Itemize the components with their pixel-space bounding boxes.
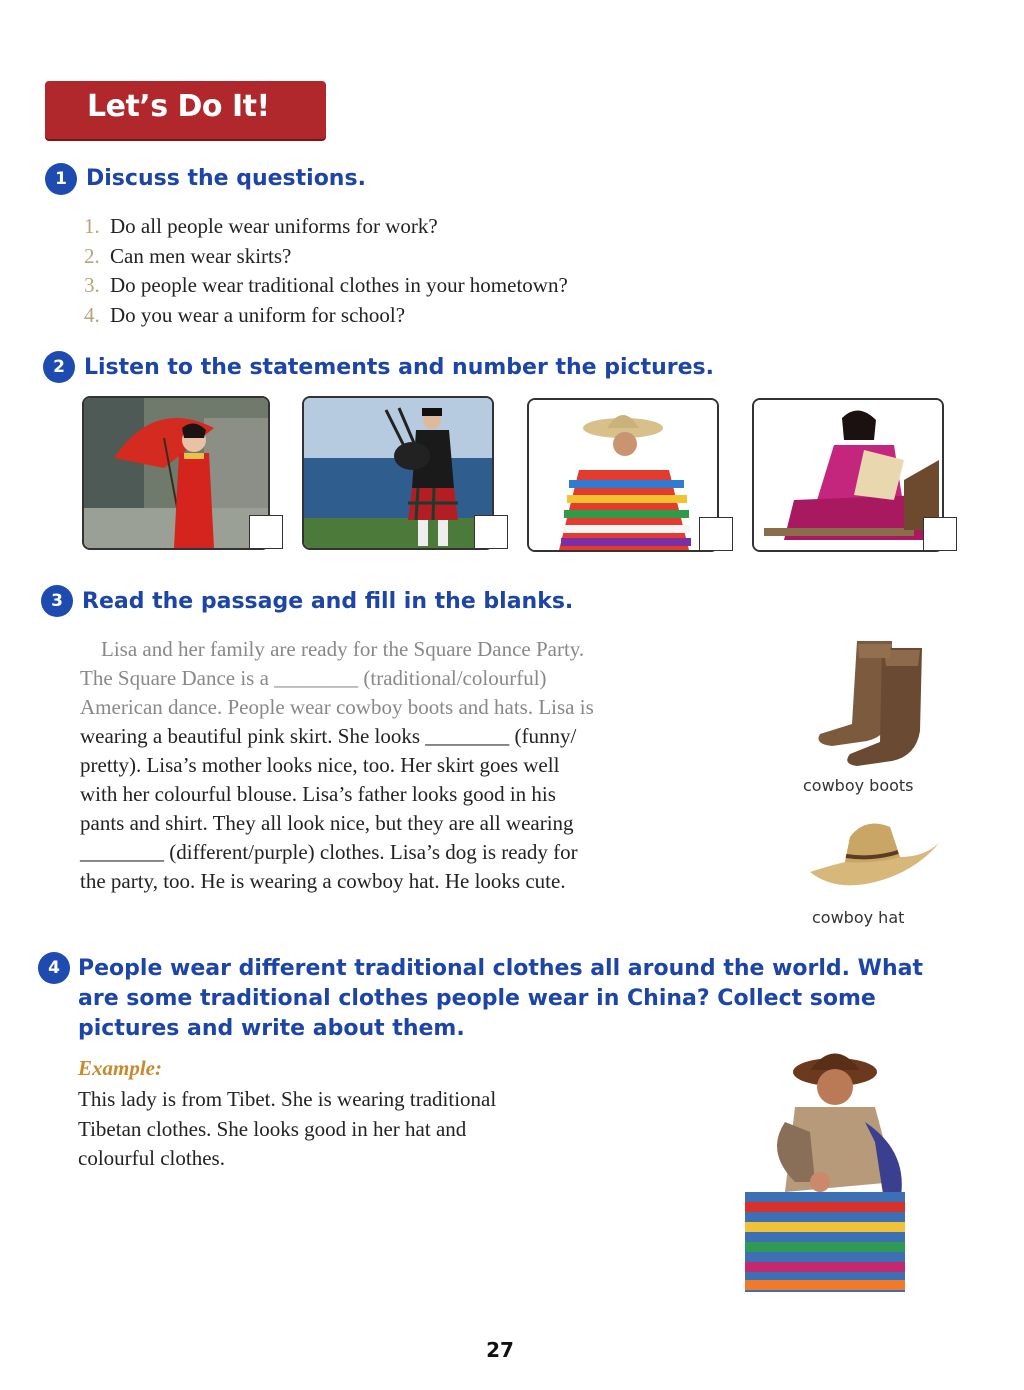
banner-title: Let’s Do It! xyxy=(87,89,270,124)
section-4-heading: People wear different traditional clothes all around the world. What are some traditional clothes people wear in China? Collect some pictures and write about them. xyxy=(78,956,923,1041)
example-text: This lady is from Tibet. She is wearing traditional Tibetan clothes. She looks good in her hat and colourful clothes. xyxy=(78,1087,497,1170)
passage-line: American dance. People wear cowboy boots and hats. Lisa is xyxy=(80,695,594,719)
sari-photo xyxy=(752,398,944,552)
passage-line: with her colourful blouse. Lisa’s father looks good in his xyxy=(80,782,556,806)
section-1-heading: Discuss the questions. xyxy=(86,166,366,191)
page-number: 27 xyxy=(486,1338,514,1362)
fill-blank-passage xyxy=(80,635,770,896)
answer-box-3[interactable] xyxy=(699,517,733,551)
answer-box-4[interactable] xyxy=(923,517,957,551)
passage-line: ________ (different/purple) clothes. Lisa’s dog is ready for xyxy=(80,840,578,864)
passage-line: Lisa and her family are ready for the Square Dance Party. xyxy=(80,637,585,661)
question-item: 3. Do people wear traditional clothes in your hometown? xyxy=(84,273,568,297)
section-1-number: 1 xyxy=(45,163,77,195)
section-2-number: 2 xyxy=(43,351,75,383)
question-list xyxy=(84,212,568,330)
question-item: 1. Do all people wear uniforms for work? xyxy=(84,214,438,238)
cowboy-hat-image xyxy=(805,812,945,902)
cowboy-hat-caption: cowboy hat xyxy=(812,908,905,927)
passage-line: pretty). Lisa’s mother looks nice, too. Her skirt goes well xyxy=(80,753,560,777)
section-4-number: 4 xyxy=(38,952,70,984)
passage-line: wearing a beautiful pink skirt. She looks ________ (funny/ xyxy=(80,724,577,748)
question-item: 4. Do you wear a uniform for school? xyxy=(84,302,406,327)
section-3-heading: Read the passage and fill in the blanks. xyxy=(82,589,574,614)
example-label: Example: xyxy=(78,1056,162,1080)
question-item: 2. Can men wear skirts? xyxy=(84,243,292,268)
section-2-heading: Listen to the statements and number the pictures. xyxy=(84,355,714,380)
bagpiper-photo xyxy=(302,396,494,550)
passage-line: the party, too. He is wearing a cowboy hat. He looks cute. xyxy=(80,869,566,893)
cowboy-boots-image xyxy=(812,636,932,771)
answer-box-2[interactable] xyxy=(474,515,508,549)
section-3-number: 3 xyxy=(41,585,73,617)
qipao-photo xyxy=(82,396,270,550)
tibetan-lady-photo xyxy=(725,1032,915,1294)
lets-do-it-banner xyxy=(45,81,326,139)
passage-line: pants and shirt. They all look nice, but they are all wearing xyxy=(80,811,574,835)
serape-photo xyxy=(527,398,719,552)
answer-box-1[interactable] xyxy=(249,515,283,549)
cowboy-boots-caption: cowboy boots xyxy=(803,776,914,795)
passage-line: The Square Dance is a ________ (traditional/colourful) xyxy=(80,666,547,690)
